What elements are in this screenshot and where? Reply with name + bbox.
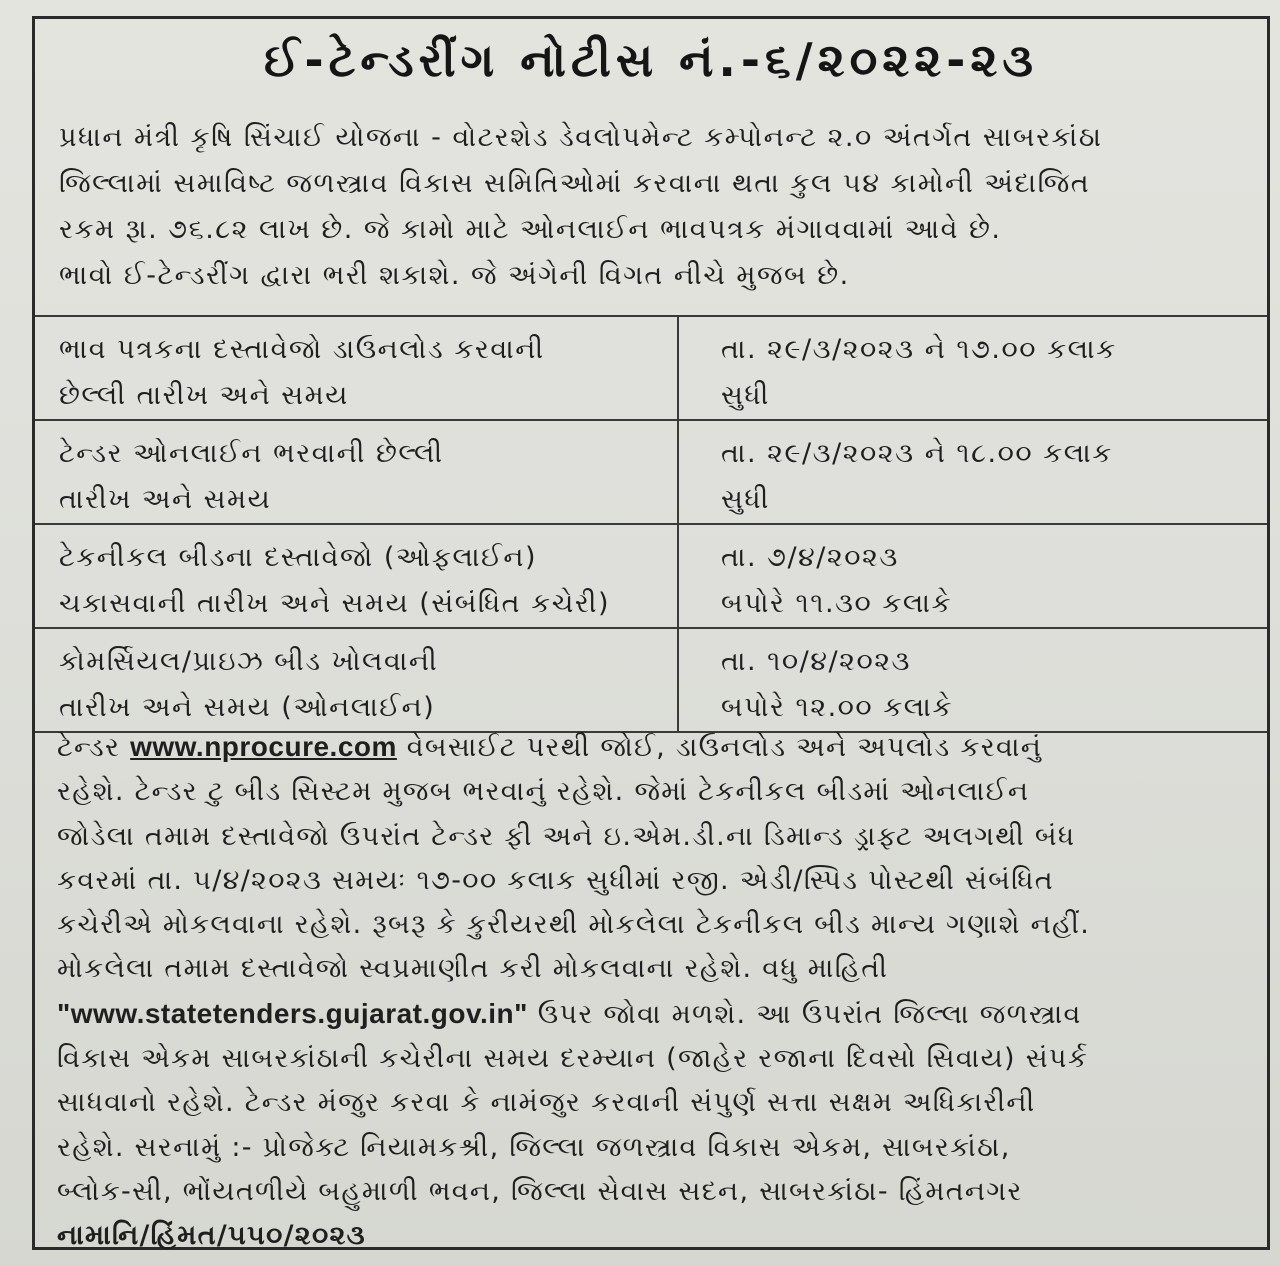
schedule-value-cell [678, 420, 1267, 524]
schedule-label-cell [35, 524, 678, 628]
schedule-row [35, 316, 1267, 420]
body-line [57, 992, 1263, 1037]
intro-line: જિલ્લામાં સમાવિષ્ટ જળસ્ત્રાવ વિકાસ સમિતિઓમાં કરવાના થતા કુલ ૫૪ કામોની અંદાજિત [59, 168, 1091, 199]
schedule-table [35, 315, 1267, 733]
schedule-label: કોમર્સિયલ/પ્રાઇઝ બીડ ખોલવાની [59, 646, 439, 677]
schedule-label: તારીખ અને સમય (ઓનલાઈન) [59, 692, 436, 723]
schedule-label: છેલ્લી તારીખ અને સમય [59, 380, 349, 411]
schedule-value: તા. ૭/૪/૨૦૨૩ [721, 542, 899, 573]
schedule-label: ટેકનીકલ બીડના દસ્તાવેજો (ઓફલાઈન) [59, 542, 538, 573]
schedule-label-cell [35, 316, 678, 420]
body-text-segment: ઉપર જોવા મળશે. આ ઉપરાંત જિલ્લા જળસ્ત્રાવ [527, 998, 1082, 1030]
schedule-label-cell [35, 628, 678, 732]
tender-notice [32, 16, 1270, 1250]
reference-number: નામાનિ/હિંમત/૫૫૦/૨૦૨૩ [57, 1220, 366, 1252]
schedule-label: તારીખ અને સમય [59, 484, 272, 515]
schedule-value-cell [678, 628, 1267, 732]
intro-paragraph [59, 115, 1259, 299]
schedule-value: બપોરે ૧૨.૦૦ કલાકે [721, 692, 953, 723]
body-line: સાધવાનો રહેશે. ટેન્ડર મંજુર કરવા કે નામંજુર કરવાની સંપુર્ણ સત્તા સક્ષમ અધિકારીની [57, 1087, 1036, 1119]
schedule-value: તા. ૨૯/૩/૨૦૨૩ ને ૧૭.૦૦ કલાક [721, 334, 1117, 365]
schedule-label: ટેન્ડર ઓનલાઈન ભરવાની છેલ્લી [59, 438, 444, 469]
schedule-value: સુધી [721, 380, 770, 411]
nprocure-link[interactable]: www.nprocure.com [130, 731, 397, 762]
body-text-segment: વેબસાઈટ પરથી જોઈ, ડાઉનલોડ અને અપલોડ કરવાનું [396, 732, 1043, 763]
body-line: કવરમાં તા. ૫/૪/૨૦૨૩ સમયઃ ૧૭-૦૦ કલાક સુધીમાં રજી. એડી/સ્પિડ પોસ્ટથી સંબંધિત [57, 864, 1054, 896]
schedule-row [35, 420, 1267, 524]
body-line: કચેરીએ મોકલવાના રહેશે. રૂબરૂ કે કુરીયરથી મોકલેલા ટેકનીકલ બીડ માન્ય ગણાશે નહીં. [57, 909, 1091, 941]
body-line [57, 725, 1263, 770]
schedule-value: તા. ૨૯/૩/૨૦૨૩ ને ૧૮.૦૦ કલાક [721, 438, 1113, 469]
schedule-value-cell [678, 316, 1267, 420]
notice-title: ઈ-ટેન્ડરીંગ નોટીસ નં.-૬/૨૦૨૨-૨૩ [263, 33, 1038, 87]
schedule-row [35, 628, 1267, 732]
body-text-segment: ટેન્ડર [57, 732, 131, 763]
body-line: વિકાસ એકમ સાબરકાંઠાની કચેરીના સમય દરમ્યાન (જાહેર રજાના દિવસો સિવાય) સંપર્ક [57, 1043, 1089, 1075]
schedule-value: તા. ૧૦/૪/૨૦૨૩ [721, 646, 912, 677]
body-line: રહેશે. સરનામું :- પ્રોજેક્ટ નિયામકશ્રી, જિલ્લા જળસ્ત્રાવ વિકાસ એકમ, સાબરકાંઠા, [57, 1131, 1011, 1163]
schedule-label-cell [35, 420, 678, 524]
intro-line: રકમ રૂા. ૭૬.૮૨ લાખ છે. જે કામો માટે ઓનલાઈન ભાવપત્રક મંગાવવામાં આવે છે. [59, 214, 1002, 245]
body-line: બ્લોક-સી, ભોંયતળીયે બહુમાળી ભવન, જિલ્લા સેવાસ સદન, સાબરકાંઠા- હિંમતનગર [57, 1175, 1023, 1207]
body-line: મોકલેલા તમામ દસ્તાવેજો સ્વપ્રમાણીત કરી મોકલવાના રહેશે. વધુ માહિતી [57, 953, 889, 985]
body-line: રહેશે. ટેન્ડર ટુ બીડ સિસ્ટમ મુજબ ભરવાનું રહેશે. જેમાં ટેકનીકલ બીડમાં ઓનલાઈન [57, 776, 1030, 808]
body-line: જોડેલા તમામ દસ્તાવેજો ઉપરાંત ટેન્ડર ફી અને ઇ.એમ.ડી.ના ડિમાન્ડ ડ્રાફ્ટ અલગથી બંધ [57, 820, 1076, 852]
schedule-row [35, 524, 1267, 628]
intro-line: પ્રધાન મંત્રી કૃષિ સિંચાઈ યોજના - વોટરશેડ ડેવલોપમેન્ટ કમ્પોનન્ટ ૨.૦ અંતર્ગત સાબરકાંઠા [59, 122, 1103, 153]
schedule-value: સુધી [721, 484, 770, 515]
schedule-value: બપોરે ૧૧.૩૦ કલાકે [721, 588, 953, 619]
schedule-value-cell [678, 524, 1267, 628]
schedule-label: ભાવ પત્રકના દસ્તાવેજો ડાઉનલોડ કરવાની [59, 334, 545, 365]
intro-line: ભાવો ઈ-ટેન્ડરીંગ દ્વારા ભરી શકાશે. જે અંગેની વિગત નીચે મુજબ છે. [59, 260, 850, 291]
notice-body [57, 725, 1263, 1259]
statetenders-link[interactable]: "www.statetenders.gujarat.gov.in" [57, 997, 528, 1029]
schedule-label: ચકાસવાની તારીખ અને સમય (સંબંધિત કચેરી) [59, 588, 611, 619]
